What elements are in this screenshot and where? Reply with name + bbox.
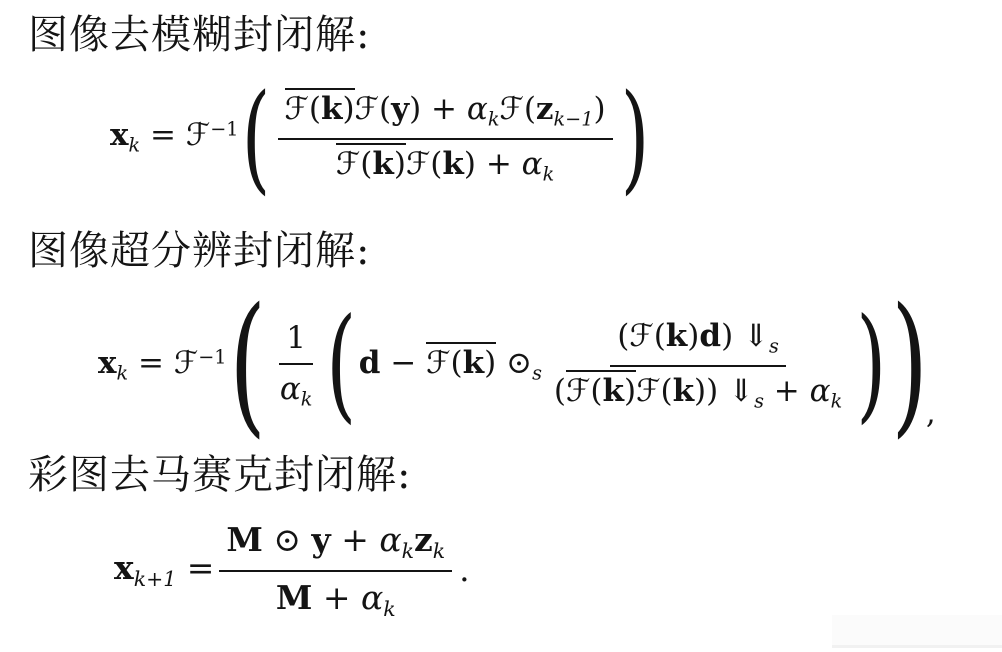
fraction-denominator: ℱ(k)ℱ(k) + $\alpha_k$: [329, 140, 561, 186]
fraction-numerator: 1: [279, 318, 313, 365]
fraction-denominator: $M + \alpha_k$: [275, 578, 396, 622]
formula-superres-middle: d − ℱ(k) $⊙_s$: [359, 345, 542, 385]
trailing-comma: ,: [925, 394, 936, 431]
formula-superres-lhs: $x_k$ = ℱ$^{-1}$: [98, 344, 227, 385]
fraction-one-over-alpha: [273, 318, 320, 411]
fraction-denominator: $\alpha_k$: [279, 371, 313, 411]
fraction: [219, 518, 452, 621]
fraction-numerator: (ℱ(k)d) $⇓_s$: [610, 316, 786, 367]
formula-deblur-lhs: $x_k$ = ℱ$^{-1}$: [110, 117, 239, 157]
fraction-numerator: ℱ(k)ℱ(y) + $\alpha_kℱ(z_{k-1})$: [278, 89, 613, 140]
fraction-denominator: (ℱ(k)ℱ(k)) $⇓_s + \alpha_k$: [547, 367, 849, 413]
left-paren-inner: (: [326, 291, 357, 436]
heading-superres: 图像超分辨封闭解:: [28, 228, 371, 274]
formula-demosaic-lhs: $x_{k+1}$ =: [114, 548, 215, 592]
right-paren-big: ): [620, 68, 649, 206]
left-paren-big: (: [241, 68, 270, 206]
formula-deblur: [110, 68, 652, 206]
fraction-downsample: [547, 316, 849, 412]
right-paren-outer: ): [890, 275, 928, 452]
fraction-numerator: M ⊙ $y + \alpha_kz_k$: [219, 518, 452, 572]
right-paren-inner: ): [856, 291, 887, 436]
formula-superres: [98, 275, 936, 452]
left-paren-outer: (: [228, 275, 266, 452]
watermark-ghost: [832, 615, 1002, 648]
fraction: [278, 89, 613, 185]
heading-deblur: 图像去模糊封闭解:: [28, 12, 371, 58]
heading-demosaic: 彩图去马赛克封闭解:: [28, 452, 412, 498]
formula-demosaic: [114, 518, 470, 621]
trailing-period: .: [459, 550, 470, 590]
